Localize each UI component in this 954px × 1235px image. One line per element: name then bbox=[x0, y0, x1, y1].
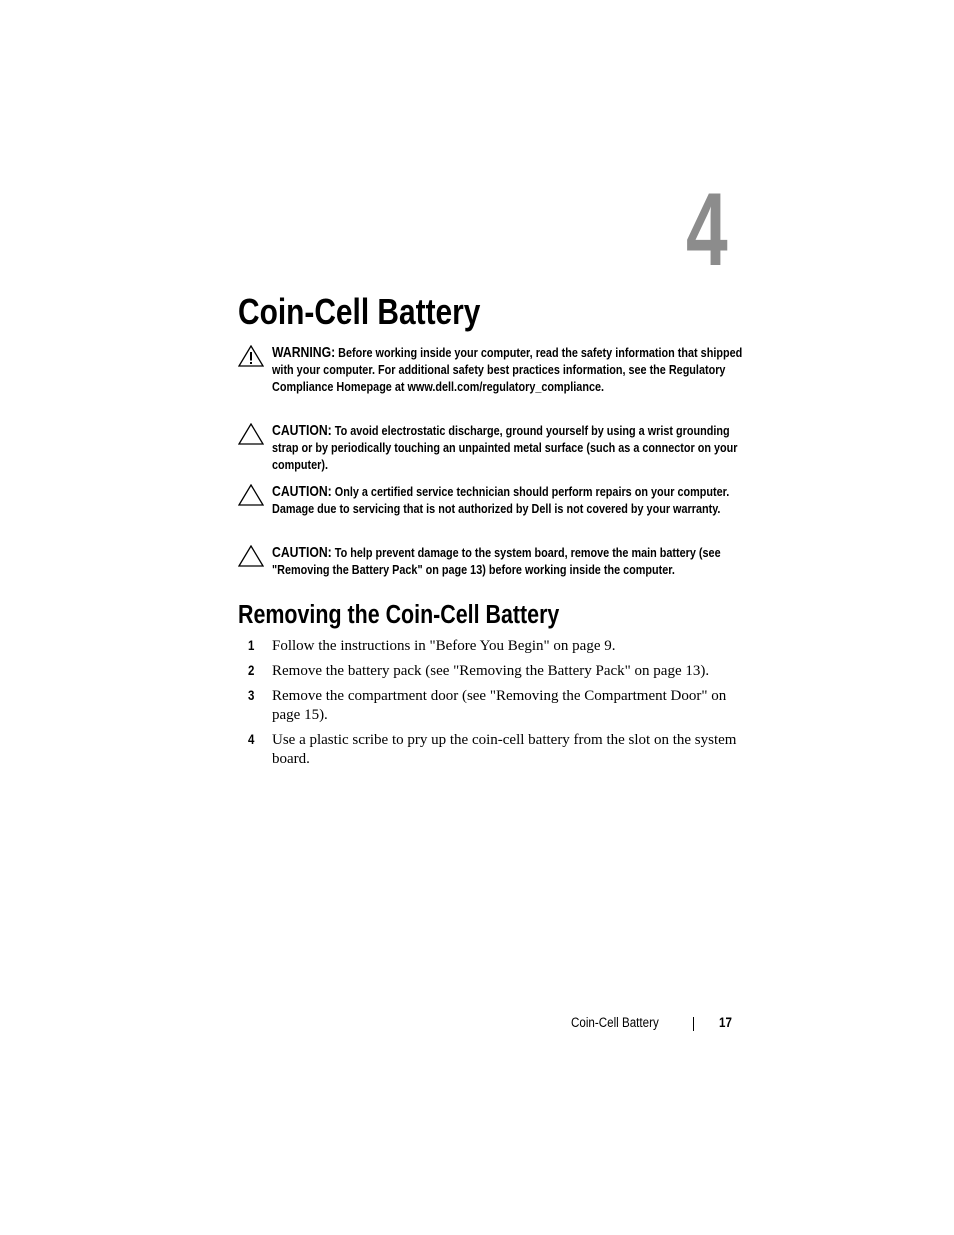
chapter-title: Coin-Cell Battery bbox=[238, 291, 481, 332]
caution-label: CAUTION: bbox=[272, 544, 332, 561]
step-text: Remove the compartment door (see "Removing the Compartment Door" on page 15). bbox=[272, 688, 727, 723]
step-item bbox=[248, 637, 748, 656]
caution-body: To avoid electrostatic discharge, ground yourself by using a wrist grounding strap or by periodically touching an unpainted metal surface (such as a connector on your computer). bbox=[272, 423, 738, 472]
warning-text bbox=[272, 344, 745, 395]
footer-chapter-title: Coin-Cell Battery bbox=[571, 1015, 659, 1030]
caution-text bbox=[272, 483, 745, 517]
step-text: Follow the instructions in "Before You Begin" on page 9. bbox=[272, 638, 616, 654]
procedure-steps bbox=[248, 637, 748, 775]
step-number: 1 bbox=[248, 638, 255, 653]
step-item bbox=[248, 662, 748, 681]
caution-triangle-icon bbox=[238, 545, 264, 567]
warning-body: Before working inside your computer, read the safety information that shipped with your computer. For additional safety best practices information, see the Regulatory Compliance Homepage at www.dell.com/regulatory_compliance. bbox=[272, 345, 743, 394]
caution-text bbox=[272, 422, 745, 473]
step-item bbox=[248, 687, 748, 725]
caution-triangle-icon bbox=[238, 484, 264, 506]
step-number: 4 bbox=[248, 732, 255, 747]
caution-body: Only a certified service technician should perform repairs on your computer. Damage due to servicing that is not authorized by Dell is not covered by your warranty. bbox=[272, 484, 730, 516]
page-number: 17 bbox=[719, 1015, 732, 1030]
warning-triangle-icon bbox=[238, 345, 264, 367]
caution-body: To help prevent damage to the system board, remove the main battery (see "Removing the Battery Pack" on page 13) before working inside the computer. bbox=[272, 545, 721, 577]
footer-divider bbox=[693, 1017, 694, 1031]
warning-label: WARNING: bbox=[272, 344, 336, 361]
caution-label: CAUTION: bbox=[272, 483, 332, 500]
caution-text bbox=[272, 544, 745, 578]
step-text: Use a plastic scribe to pry up the coin-cell battery from the slot on the system board. bbox=[272, 732, 737, 767]
caution-label: CAUTION: bbox=[272, 422, 332, 439]
step-item bbox=[248, 731, 748, 769]
chapter-number: 4 bbox=[686, 172, 728, 288]
step-number: 3 bbox=[248, 688, 255, 703]
step-text: Remove the battery pack (see "Removing the Battery Pack" on page 13). bbox=[272, 663, 710, 679]
section-title: Removing the Coin-Cell Battery bbox=[238, 601, 560, 629]
caution-triangle-icon bbox=[238, 423, 264, 445]
step-number: 2 bbox=[248, 663, 255, 678]
